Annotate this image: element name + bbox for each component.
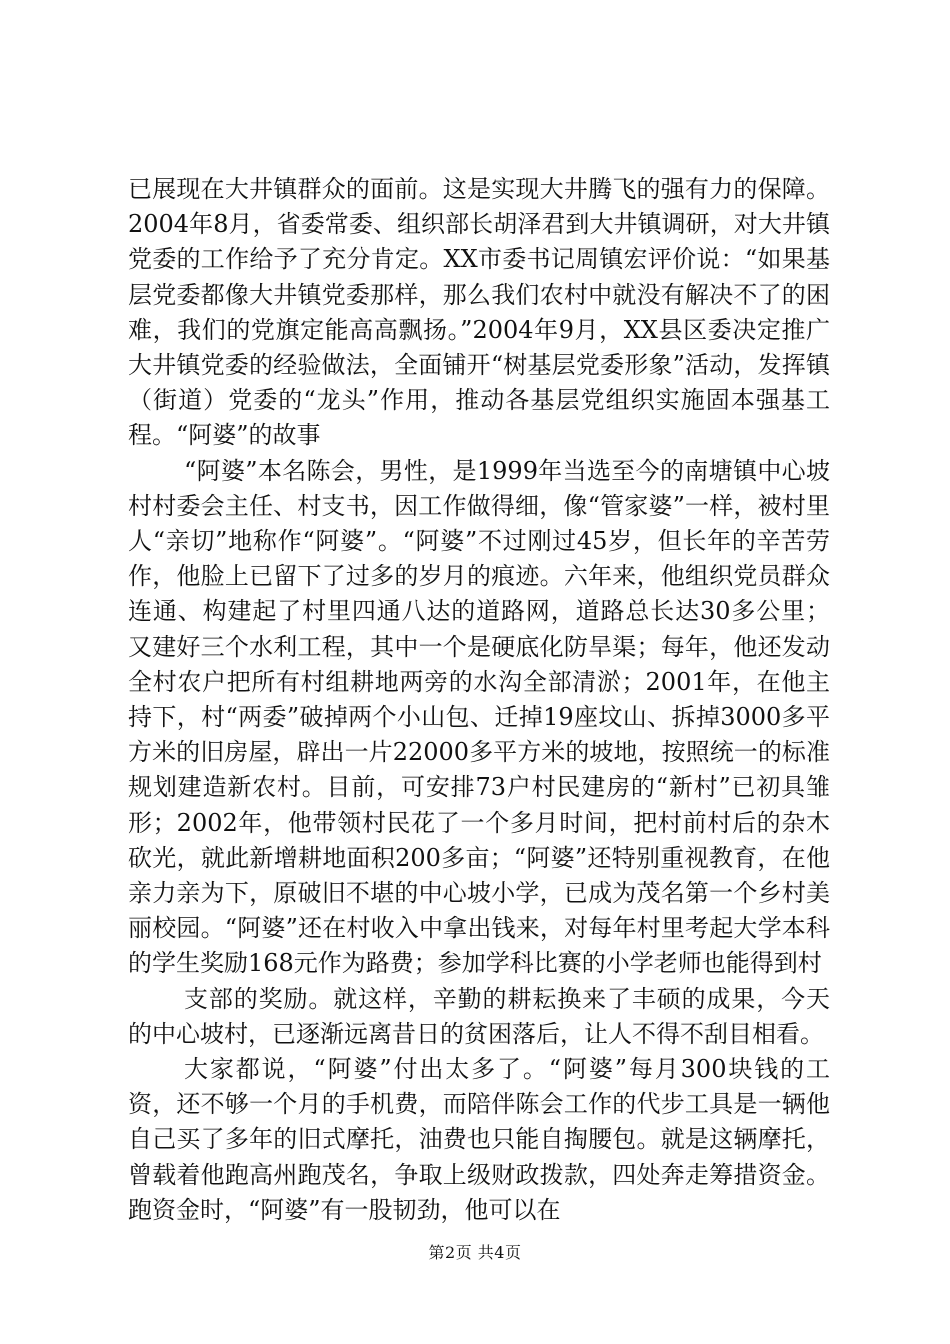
paragraph-1: 已展现在大井镇群众的面前。这是实现大井腾飞的强有力的保障。2004年8月，省委常委、组织部长胡泽君到大井镇调研，对大井镇党委的工作给予了充分肯定。XX市委书记周镇宏评价说：“如果基层党委都像大井镇党委那样，那么我们农村中就没有解决不了的困难，我们的党旗定能高高飘扬。”2004年9月，XX县区委决定推广大井镇党委的经验做法，全面铺开“树基层党委形象”活动，发挥镇（街道）党委的“龙头”作用，推动各基层党组织实施固本强基工程。“阿婆”的故事 bbox=[128, 175, 830, 450]
page-number-footer: 第2页 共4页 bbox=[428, 1243, 522, 1262]
document-body bbox=[128, 172, 830, 1228]
paragraph-3: 支部的奖励。就这样，辛勤的耕耘换来了丰硕的成果，今天的中心坡村，已逐渐远离昔日的贫困落后，让人不得不刮目相看。 bbox=[128, 984, 830, 1048]
paragraph-4: 大家都说，“阿婆”付出太多了。“阿婆”每月300块钱的工资，还不够一个月的手机费，而陪伴陈会工作的代步工具是一辆他自己买了多年的旧式摩托，油费也只能自掏腰包。就是这辆摩托，曾载着他跑高州跑茂名，争取上级财政拨款，四处奔走筹措资金。跑资金时，“阿婆”有一股韧劲，他可以在 bbox=[128, 1055, 830, 1224]
paragraph-2: “阿婆”本名陈会，男性，是1999年当选至今的南塘镇中心坡村村委会主任、村支书，因工作做得细，像“管家婆”一样，被村里人“亲切”地称作“阿婆”。“阿婆”不过刚过45岁，但长年的辛苦劳作，他脸上已留下了过多的岁月的痕迹。六年来，他组织党员群众连通、构建起了村里四通八达的道路网，道路总长达30多公里；又建好三个水利工程，其中一个是硬底化防旱渠；每年，他还发动全村农户把所有村组耕地两旁的水沟全部清淤；2001年，在他主持下，村“两委”破掉两个小山包、迁掉19座坟山、拆掉3000多平方米的旧房屋，辟出一片22000多平方米的坡地，按照统一的标准规划建造新农村。目前，可安排73户村民建房的“新村”已初具雏形；2002年，他带领村民花了一个多月时间，把村前村后的杂木砍光，就此新增耕地面积200多亩；“阿婆”还特别重视教育，在他亲力亲为下，原破旧不堪的中心坡小学，已成为茂名第一个乡村美丽校园。“阿婆”还在村收入中拿出钱来，对每年村里考起大学本科的学生奖励168元作为路费；参加学科比赛的小学老师也能得到村 bbox=[128, 456, 830, 978]
